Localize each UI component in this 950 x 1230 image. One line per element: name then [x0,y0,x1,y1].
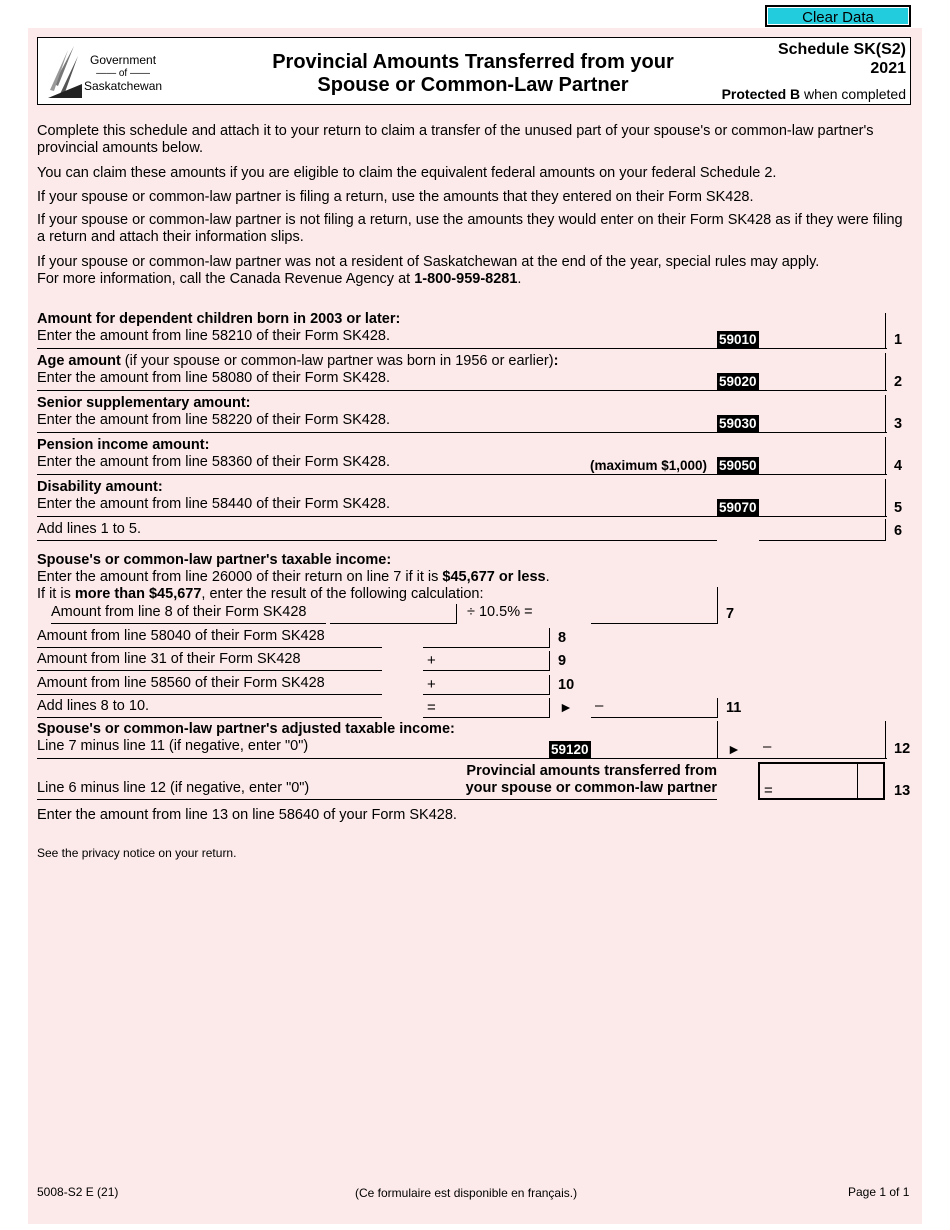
line3-number: 3 [894,416,903,432]
minus-sign: – [595,697,604,714]
line4-number: 4 [894,458,903,474]
line7-threshold-more: more than $45,677 [74,586,202,602]
protected-rest: when completed [800,86,906,102]
french-notice: (Ce formulaire est disponible en français.) [355,1186,578,1200]
line9-amount-input[interactable] [423,651,522,671]
line3-cents-input[interactable] [857,395,886,433]
line5-code: 59070 [719,500,757,515]
line12-cents-output[interactable] [857,721,886,759]
minus-sign: – [763,738,772,755]
divider [37,540,717,541]
line8-amount-input[interactable] [423,628,522,648]
intro-paragraph-2: You can claim these amounts if you are eligible to claim the equivalent federal amounts on your federal Schedule 2. [37,165,777,181]
intro-paragraph-3: If your spouse or common-law partner is filing a return, use the amounts that they entered on their Form SK428. [37,189,754,205]
protected-b: Protected B [721,86,801,102]
line13-text: Line 6 minus line 12 (if negative, enter "0") [37,780,310,796]
divider [37,758,887,759]
logo-line-3: Saskatchewan [84,79,163,93]
saskatchewan-logo-icon [44,44,84,100]
divider [37,647,382,648]
line6-number: 6 [894,523,903,539]
intro-p5-line2 [37,271,907,288]
line1-text: Enter the amount from line 58210 of their Form SK428. [37,328,391,344]
line3-amount-input[interactable] [759,395,858,433]
divider [37,799,717,800]
line1-title: Amount for dependent children born in 2003 or later: [37,311,401,327]
line13-cents-output[interactable] [859,765,883,797]
line2-title-bold: Age amount [37,353,121,369]
line9-text: Amount from line 31 of their Form SK428 [37,651,301,667]
line7-text2-a: If it is [37,586,75,602]
arrow-icon: ► [727,741,741,757]
line7-text-c: . [545,569,550,585]
line2-title-rest: (if your spouse or common-law partner was born in 1956 or earlier) [120,353,554,369]
line6-text: Add lines 1 to 5. [37,521,141,537]
line10-number: 10 [558,677,575,693]
line12-title: Spouse's or common-law partner's adjusted taxable income: [37,721,455,737]
line5-title: Disability amount: [37,479,163,495]
intro-paragraph-5 [37,254,907,288]
line1-number: 1 [894,332,903,348]
line2-number: 2 [894,374,903,390]
line7-text2 [37,586,484,603]
intro-paragraph-1: Complete this schedule and attach it to your return to claim a transfer of the unused part of your spouse's or common-law partner's provincial amounts below. [37,123,874,156]
line9-cents-input[interactable] [521,651,550,671]
line2-colon: : [553,353,559,369]
divider [37,694,382,695]
privacy-notice: See the privacy notice on your return. [37,846,237,860]
line3-code: 59030 [719,416,757,431]
line2-text: Enter the amount from line 58080 of their Form SK428. [37,370,391,386]
line5-cents-input[interactable] [857,479,886,517]
equals-sign: = [764,782,773,799]
line7-sk428-cents-input[interactable] [428,604,457,624]
intro-p5-text: For more information, call the Canada Revenue Agency at [37,271,415,287]
line7-text-a: Enter the amount from line 26000 of their return on line 7 if it is [37,569,443,585]
line7-text [37,569,550,586]
line1-code: 59010 [719,332,757,347]
line7-amount-input[interactable] [591,587,690,624]
divider [51,623,326,624]
line11-cents-output[interactable] [689,698,718,718]
line11-sum-cents-output[interactable] [521,698,550,718]
line7-title: Spouse's or common-law partner's taxable income: [37,552,392,568]
arrow-icon: ► [559,699,573,715]
line7-threshold: $45,677 or less [442,569,546,585]
line4-title: Pension income amount: [37,437,210,453]
line4-code: 59050 [719,458,757,473]
line13-amount-output[interactable] [761,765,856,797]
form-header [37,37,911,105]
clear-data-button[interactable]: Clear Data [765,5,911,27]
form-id: 5008-S2 E (21) [37,1185,119,1199]
line4-cents-input[interactable] [857,437,886,475]
page-number: Page 1 of 1 [848,1185,910,1199]
line12-number: 12 [894,741,911,757]
line12-calc-output[interactable] [591,721,690,759]
line12-amount-output[interactable] [759,721,858,759]
line2-cents-input[interactable] [857,353,886,391]
intro-paragraph-4: If your spouse or common-law partner is not filing a return, use the amounts they would enter on their Form SK428 as if they were filing a return and attach their information slips. [37,212,903,245]
line13-label-1: Provincial amounts transferred from [466,763,717,779]
line2-code: 59020 [719,374,757,389]
divider [37,670,382,671]
line13-number: 13 [894,783,911,799]
line3-text: Enter the amount from line 58220 of their Form SK428. [37,412,391,428]
enter-instruction: Enter the amount from line 13 on line 58640 of your Form SK428. [37,807,457,823]
line1-amount-input[interactable] [759,313,858,349]
cra-phone: 1-800-959-8281 [414,271,518,287]
intro-p5-line1: If your spouse or common-law partner was not a resident of Saskatchewan at the end of the year, special rules may apply. [37,254,820,270]
line7-cents-input[interactable] [689,587,718,624]
line1-cents-input[interactable] [857,313,886,349]
schedule-name: Schedule SK(S2) [777,41,906,58]
equals-sign: = [427,699,436,716]
line2-title [37,353,558,370]
line5-amount-input[interactable] [759,479,858,517]
form-page [28,28,922,1224]
plus-sign: + [427,652,436,669]
divider [37,717,382,718]
line8-number: 8 [558,630,567,646]
logo-line-1: Government [90,53,157,67]
line5-number: 5 [894,500,903,516]
divider [37,474,887,475]
line8-cents-input[interactable] [521,628,550,648]
schedule-id [778,40,906,78]
divider [37,516,887,517]
title-line-1: Provincial Amounts Transferred from your [272,51,674,73]
line9-number: 9 [558,653,567,669]
page-title [228,51,718,97]
title-line-2: Spouse or Common-Law Partner [317,74,629,96]
divider [37,348,887,349]
line11-number: 11 [726,700,742,716]
line4-text: Enter the amount from line 58360 of their Form SK428. [37,454,391,470]
plus-sign: + [427,676,436,693]
line4-amount-input[interactable] [759,437,858,475]
line11-amount-output[interactable] [591,698,690,718]
line11-sum-output[interactable] [423,698,522,718]
line3-title: Senior supplementary amount: [37,395,251,411]
line5-text: Enter the amount from line 58440 of their Form SK428. [37,496,391,512]
line7-number: 7 [726,606,735,622]
line4-maximum: (maximum $1,000) [590,458,708,473]
line7-text2-c: , enter the result of the following calculation: [201,586,484,602]
line12-code: 59120 [551,742,589,757]
line13-label [440,763,717,797]
line8-text: Amount from line 58040 of their Form SK428 [37,628,325,644]
line10-cents-input[interactable] [521,675,550,695]
line11-text: Add lines 8 to 10. [37,698,150,714]
line10-amount-input[interactable] [423,675,522,695]
line2-amount-input[interactable] [759,353,858,391]
protected-notice [722,86,906,102]
line7-calc-label: Amount from line 8 of their Form SK428 [51,604,307,620]
line6-amount-output[interactable] [759,519,858,541]
logo-line-2: —— of —— [96,68,150,79]
divider [37,390,887,391]
government-logo-text [84,54,162,93]
line12-text: Line 7 minus line 11 (if negative, enter "0") [37,738,309,754]
cents-separator [857,764,858,798]
schedule-year: 2021 [870,60,906,77]
divider [37,432,887,433]
line13-label-2: your spouse or common-law partner [465,780,717,796]
logo-of: of [118,68,128,79]
line7-sk428-amount-input[interactable] [330,604,429,624]
line10-text: Amount from line 58560 of their Form SK428 [37,675,325,691]
line12-calc-cents-output[interactable] [689,721,718,759]
line7-divide: ÷ 10.5% = [467,604,533,620]
intro-p5-end: . [517,271,522,287]
line6-cents-output[interactable] [857,519,886,541]
